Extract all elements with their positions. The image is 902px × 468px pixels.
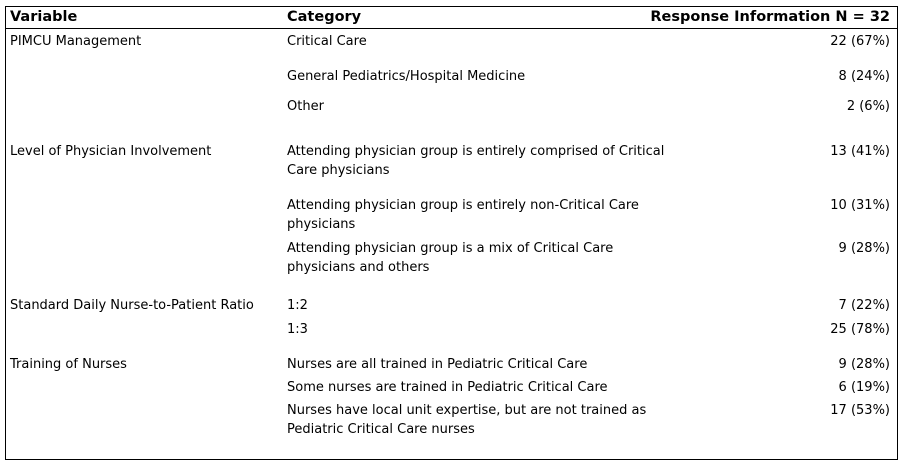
header-response: Response Information N = 32 xyxy=(650,9,890,25)
header-variable: Variable xyxy=(10,9,78,25)
row-category-cont: Pediatric Critical Care nurses xyxy=(287,422,475,437)
row-response: 25 (78%) xyxy=(830,322,890,337)
row-variable: Level of Physician Involvement xyxy=(10,144,212,159)
row-category: Attending physician group is entirely comprised of Critical xyxy=(287,144,665,159)
data-table xyxy=(5,6,898,460)
row-response: 6 (19%) xyxy=(838,380,890,395)
row-category: Attending physician group is entirely non-Critical Care xyxy=(287,198,639,213)
row-response: 13 (41%) xyxy=(830,144,890,159)
row-response: 17 (53%) xyxy=(830,403,890,418)
header-category: Category xyxy=(287,9,362,25)
row-category: Other xyxy=(287,99,324,114)
row-category-cont: physicians and others xyxy=(287,260,430,275)
row-response: 22 (67%) xyxy=(830,34,890,49)
row-response: 2 (6%) xyxy=(846,99,890,114)
row-variable: Standard Daily Nurse-to-Patient Ratio xyxy=(10,298,254,313)
row-category: Attending physician group is a mix of Critical Care xyxy=(287,241,614,256)
row-category: Nurses are all trained in Pediatric Critical Care xyxy=(287,357,588,372)
row-response: 7 (22%) xyxy=(838,298,890,313)
row-category: General Pediatrics/Hospital Medicine xyxy=(287,69,526,84)
row-variable: Training of Nurses xyxy=(10,357,127,372)
row-category: 1:2 xyxy=(287,298,308,313)
row-category: 1:3 xyxy=(287,322,308,337)
row-category-cont: Care physicians xyxy=(287,163,390,178)
row-category: Some nurses are trained in Pediatric Critical Care xyxy=(287,380,608,395)
row-response: 10 (31%) xyxy=(830,198,890,213)
row-variable: PIMCU Management xyxy=(10,34,142,49)
row-response: 9 (28%) xyxy=(838,357,890,372)
row-category: Nurses have local unit expertise, but are not trained as xyxy=(287,403,647,418)
row-response: 9 (28%) xyxy=(838,241,890,256)
row-category: Critical Care xyxy=(287,34,367,49)
table-header xyxy=(6,7,897,29)
row-category-cont: physicians xyxy=(287,217,356,232)
row-response: 8 (24%) xyxy=(838,69,890,84)
